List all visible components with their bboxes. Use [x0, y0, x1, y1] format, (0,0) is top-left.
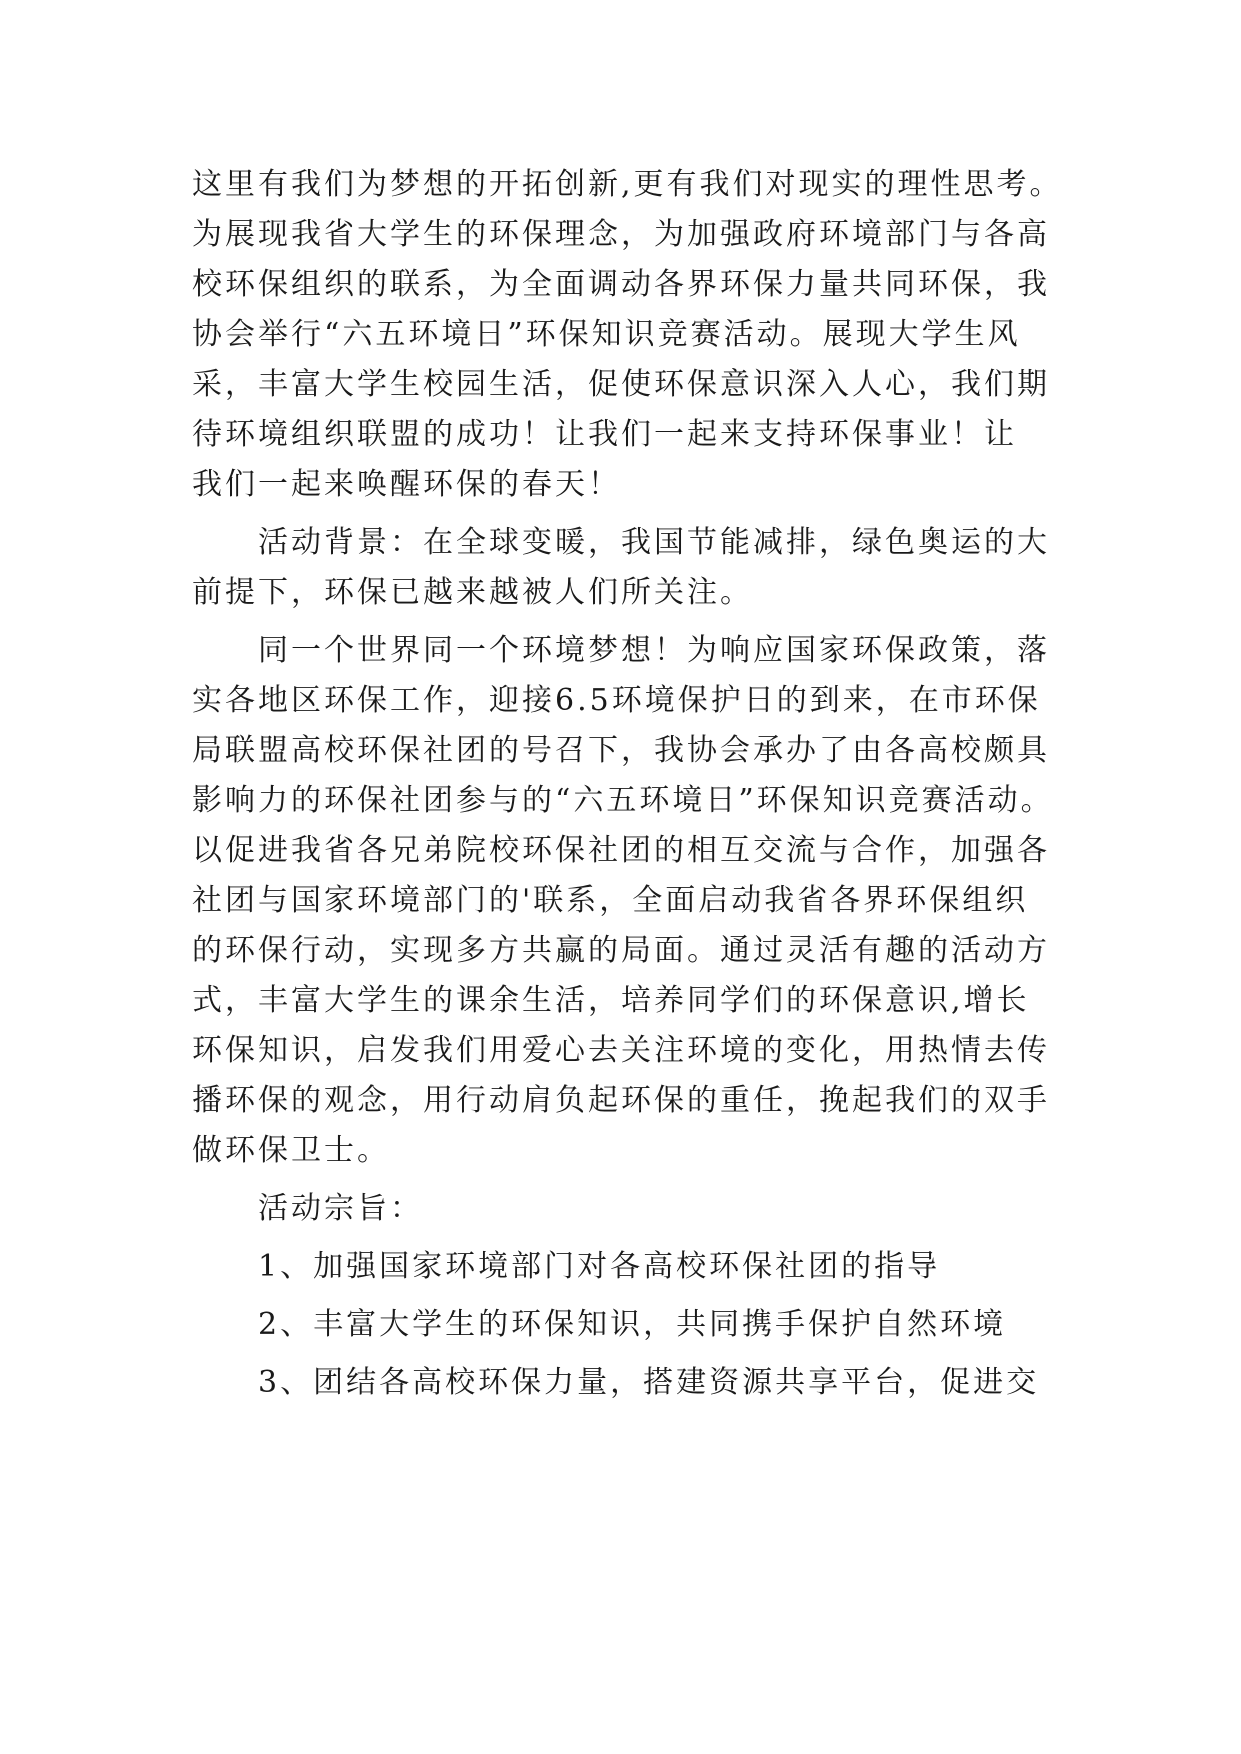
list-item: 1、加强国家环境部门对各高校环保社团的指导 [258, 1249, 941, 1284]
text-line: 式，丰富大学生的课余生活，培养同学们的环保意识,增长 [192, 983, 1030, 1018]
text-line: 做环保卫士。 [192, 1133, 390, 1168]
text-line: 我们一起来唤醒环保的春天！ [192, 467, 621, 502]
document-body [192, 160, 1072, 1408]
text-line: 播环保的观念，用行动肩负起环保的重任，挽起我们的双手 [192, 1083, 1050, 1118]
text-line: 实各地区环保工作，迎接6.5环境保护日的到来，在市环保 [192, 683, 1041, 718]
paragraph-start-line: 活动背景：在全球变暖，我国节能减排，绿色奥运的大 [258, 525, 1050, 560]
text-line: 环保知识，启发我们用爱心去关注环境的变化，用热情去传 [192, 1033, 1050, 1068]
text-line: 为展现我省大学生的环保理念，为加强政府环境部门与各高 [192, 217, 1050, 252]
list-item: 2、丰富大学生的环保知识，共同携手保护自然环境 [258, 1307, 1007, 1342]
text-line: 社团与国家环境部门的'联系，全面启动我省各界环保组织 [192, 883, 1029, 918]
text-line: 的环保行动，实现多方共赢的局面。通过灵活有趣的活动方 [192, 933, 1050, 968]
paragraph-start-line: 同一个世界同一个环境梦想！为响应国家环保政策，落 [258, 633, 1050, 668]
text-line: 以促进我省各兄弟院校环保社团的相互交流与合作，加强各 [192, 833, 1050, 868]
text-line: 待环境组织联盟的成功！让我们一起来支持环保事业！让 [192, 417, 1017, 452]
text-line: 前提下，环保已越来越被人们所关注。 [192, 575, 753, 610]
text-line: 影响力的环保社团参与的“六五环境日”环保知识竞赛活动。 [192, 783, 1054, 818]
section-heading: 活动宗旨： [258, 1191, 423, 1226]
text-line: 校环保组织的联系，为全面调动各界环保力量共同环保，我 [192, 267, 1050, 302]
text-line: 协会举行“六五环境日”环保知识竞赛活动。展现大学生风 [192, 317, 1021, 352]
text-line: 局联盟高校环保社团的号召下，我协会承办了由各高校颇具 [192, 733, 1050, 768]
list-item: 3、团结各高校环保力量，搭建资源共享平台，促进交 [258, 1365, 1040, 1400]
text-line: 这里有我们为梦想的开拓创新,更有我们对现实的理性思考。 [192, 167, 1063, 202]
text-line: 采，丰富大学生校园生活，促使环保意识深入人心，我们期 [192, 367, 1050, 402]
